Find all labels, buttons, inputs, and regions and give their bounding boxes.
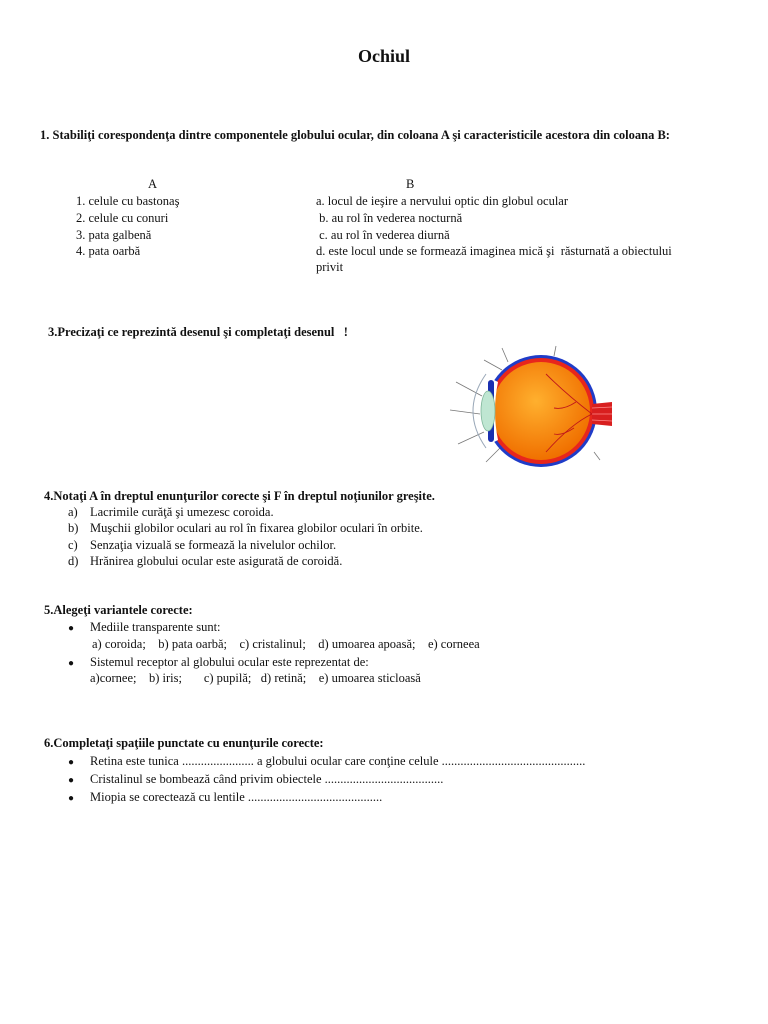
bullet-item: ● Retina este tunica ....................... a globului ocular care conţine celule .............................................. <box>68 753 585 772</box>
question-3-prompt: 3.Precizaţi ce reprezintă desenul şi completaţi desenul ! <box>48 325 348 339</box>
column-a-item: 2. celule cu conuri <box>76 211 169 225</box>
bullet-item: ● Miopia se corectează cu lentile ........................................... <box>68 789 382 808</box>
question-6-prompt: 6.Completaţi spaţiile punctate cu enunţurile corecte: <box>44 736 324 750</box>
list-item: b) Muşchii globilor oculari au rol în fixarea globilor oculari în orbite. <box>68 521 423 535</box>
bullet-item: ● Mediile transparente sunt: <box>68 619 221 638</box>
eye-diagram-icon <box>446 344 616 478</box>
page-title: Ochiul <box>357 46 410 66</box>
column-b-item: a. locul de ieşire a nervului optic din globul ocular <box>316 194 569 208</box>
bullet-icon: ● <box>68 793 75 804</box>
lens <box>481 391 495 431</box>
answer-options: a)cornee; b) iris; c) pupilă; d) retină; e) umoarea sticloasă <box>90 671 421 685</box>
question-1-prompt: 1. Stabiliţi corespondenţa dintre componentele globului ocular, din coloana A şi caracteristicile acestora din coloana B: <box>40 128 670 142</box>
vitreous-body <box>492 362 590 460</box>
list-item: c) Senzaţia vizuală se formează la nivelulor ochilor. <box>68 538 337 552</box>
column-a-item: 1. celule cu bastonaş <box>76 194 180 208</box>
column-a-header: A <box>148 177 158 191</box>
answer-options: a) coroida; b) pata oarbă; c) cristalinul; d) umoarea apoasă; e) corneea <box>92 637 480 651</box>
question-4-prompt: 4.Notaţi A în dreptul enunţurilor corecte şi F în dreptul noţiunilor greşite. <box>44 489 435 503</box>
list-item: d) Hrănirea globului ocular este asigurată de coroidă. <box>68 554 343 568</box>
column-b-header: B <box>406 177 415 191</box>
bullet-icon: ● <box>68 623 75 634</box>
column-a-item: 4. pata oarbă <box>76 244 141 258</box>
column-b-item-continued: privit <box>316 260 344 274</box>
question-5-prompt: 5.Alegeţi variantele corecte: <box>44 603 193 617</box>
list-item: a) Lacrimile curăţă şi umezesc coroida. <box>68 505 274 519</box>
bullet-icon: ● <box>68 757 75 768</box>
column-b-item: b. au rol în vederea nocturnă <box>316 211 463 225</box>
bullet-item: ● Sistemul receptor al globului ocular este reprezentat de: <box>68 654 369 673</box>
column-b-item: d. este locul unde se formează imaginea mică şi răsturnată a obiectului <box>316 244 672 258</box>
column-a-item: 3. pata galbenă <box>76 228 152 242</box>
bullet-item: ● Cristalinul se bombează când privim obiectele ...................................... <box>68 771 443 790</box>
bullet-icon: ● <box>68 658 75 669</box>
bullet-icon: ● <box>68 775 75 786</box>
column-b-item: c. au rol în vederea diurnă <box>316 228 450 242</box>
